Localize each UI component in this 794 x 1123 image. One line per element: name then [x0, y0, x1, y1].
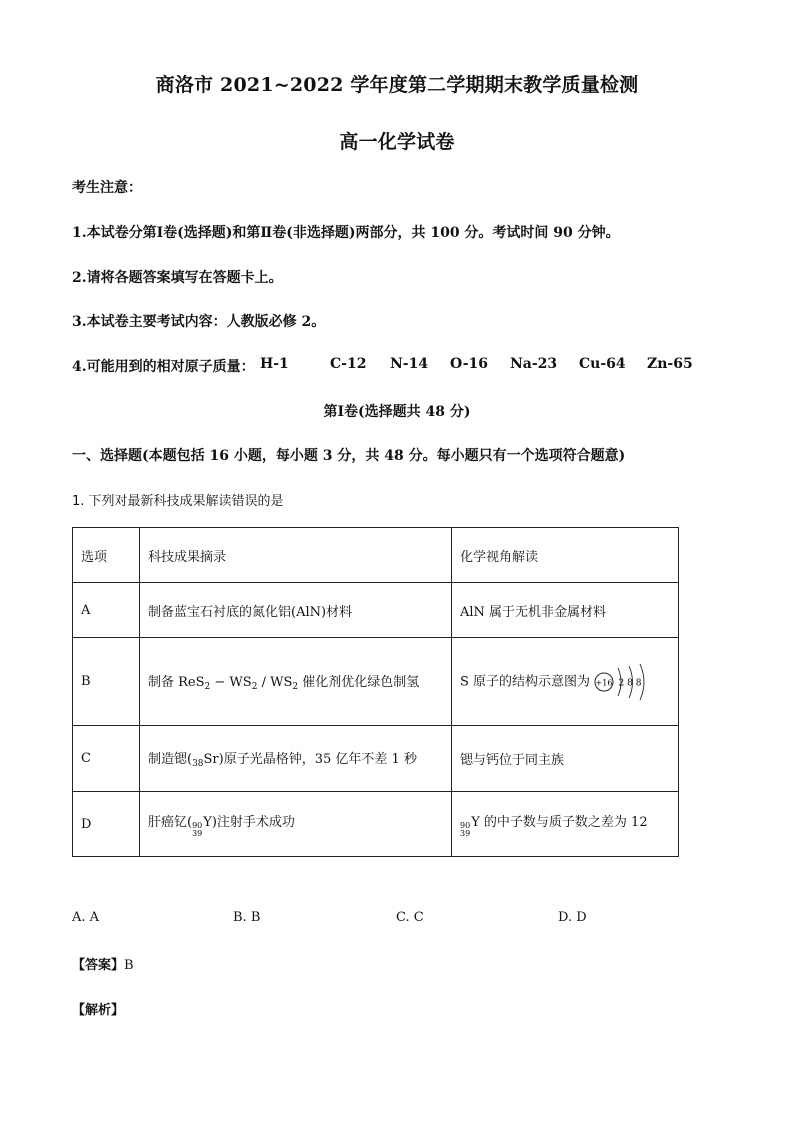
question-table — [72, 527, 679, 857]
sulfur-atom-structure-diagram — [594, 662, 652, 702]
nucleus-charge: +16 — [595, 678, 613, 687]
question-stem: 1. 下列对最新科技成果解读错误的是 — [72, 494, 284, 509]
section-heading: 一、选择题(本题包括 16 小题，每小题 3 分，共 48 分。每小题只有一个选项符合题意) — [72, 448, 626, 464]
table-header-cell: 科技成果摘录 — [140, 528, 452, 583]
option-c: C. C — [396, 910, 424, 925]
answer-line — [72, 954, 134, 973]
table-row — [73, 638, 679, 726]
table-row — [73, 583, 679, 638]
isotope-notation — [460, 822, 470, 838]
formula-part: − WS — [210, 675, 252, 690]
notice-heading: 考生注意： — [72, 180, 142, 196]
table-header-cell: 化学视角解读 — [452, 528, 679, 583]
atom-mass: Zn-65 — [647, 356, 693, 372]
atom-mass: H-1 — [260, 356, 289, 372]
achievement-prefix: 制备 — [148, 675, 179, 690]
achievement-suffix: 催化剂优化绿色制氢 — [298, 675, 420, 690]
formula-subscript: 2 — [292, 682, 299, 692]
table-row — [73, 792, 679, 857]
atomic-masses-label: 4.可能用到的相对原子质量： — [72, 359, 255, 375]
interpretation-text: S 原子的结构示意图为 — [460, 674, 591, 689]
interpretation-cell: AlN 属于无机非金属材料 — [452, 583, 679, 638]
achievement-prefix: 肝癌钇( — [148, 814, 193, 830]
notice-item-2: 2.请将各题答案填写在答题卡上。 — [72, 270, 283, 286]
formula-subscript: 2 — [204, 682, 211, 692]
page-title: 商洛市 2021~2022 学年度第二学期期末教学质量检测 — [155, 74, 639, 96]
atom-mass: N-14 — [390, 356, 429, 372]
element-symbol: Sr — [203, 752, 219, 767]
achievement-cell — [140, 638, 452, 726]
achievement-cell — [140, 726, 452, 792]
achievement-suffix: )注射手术成功 — [211, 814, 295, 830]
achievement-suffix: )原子光晶格钟，35 亿年不差 1 秒 — [218, 752, 417, 767]
atomic-number: 39 — [192, 828, 203, 838]
interpretation-cell — [452, 792, 679, 857]
option-cell: B — [73, 638, 140, 726]
interpretation-cell: 锶与钙位于同主族 — [452, 726, 679, 792]
atom-mass: Cu-64 — [579, 356, 626, 372]
notice-item-1: 1.本试卷分第Ⅰ卷(选择题)和第Ⅱ卷(非选择题)两部分，共 100 分。考试时间 90 分钟。 — [72, 225, 620, 241]
part-title: 第Ⅰ卷(选择题共 48 分) — [323, 404, 471, 420]
analysis-tag: 【解析】 — [72, 1003, 125, 1018]
option-d: D. D — [558, 910, 587, 925]
interpretation-cell — [452, 638, 679, 726]
atomic-masses-line — [72, 356, 712, 376]
mass-number: 90 — [192, 820, 203, 830]
answer-tag: 【答案】 — [72, 958, 125, 973]
interpretation-text: 的中子数与质子数之差为 12 — [479, 814, 648, 830]
page-subtitle: 高一化学试卷 — [339, 131, 455, 153]
option-cell: A — [73, 583, 140, 638]
isotope-notation — [192, 822, 202, 838]
atomic-number: 39 — [460, 828, 471, 838]
notice-item-3: 3.本试卷主要考试内容：人教版必修 2。 — [72, 314, 326, 330]
analysis-line — [72, 999, 124, 1018]
formula-subscript: 2 — [251, 682, 258, 692]
atom-mass: O-16 — [450, 356, 489, 372]
element-symbol: Y — [471, 814, 480, 830]
electron-shell-counts: 2 8 8 — [618, 678, 642, 688]
option-b: B. B — [233, 910, 261, 925]
atom-mass: C-12 — [330, 356, 367, 372]
answer-value: B — [124, 958, 134, 973]
answer-options — [72, 910, 692, 930]
achievement-cell — [140, 792, 452, 857]
table-row — [73, 726, 679, 792]
formula-part: ReS — [178, 675, 205, 690]
option-a: A. A — [72, 910, 100, 925]
table-header-cell: 选项 — [73, 528, 140, 583]
achievement-prefix: 制造锶( — [148, 752, 193, 767]
option-cell: D — [73, 792, 140, 857]
option-cell: C — [73, 726, 140, 792]
achievement-cell: 制备蓝宝石衬底的氮化铝(AlN)材料 — [140, 583, 452, 638]
atomic-number-subscript: 38 — [192, 759, 204, 769]
formula-part: / WS — [257, 675, 293, 690]
atom-mass: Na-23 — [510, 356, 558, 372]
mass-number: 90 — [460, 820, 471, 830]
element-symbol: Y — [203, 814, 212, 830]
table-header-row — [73, 528, 679, 583]
